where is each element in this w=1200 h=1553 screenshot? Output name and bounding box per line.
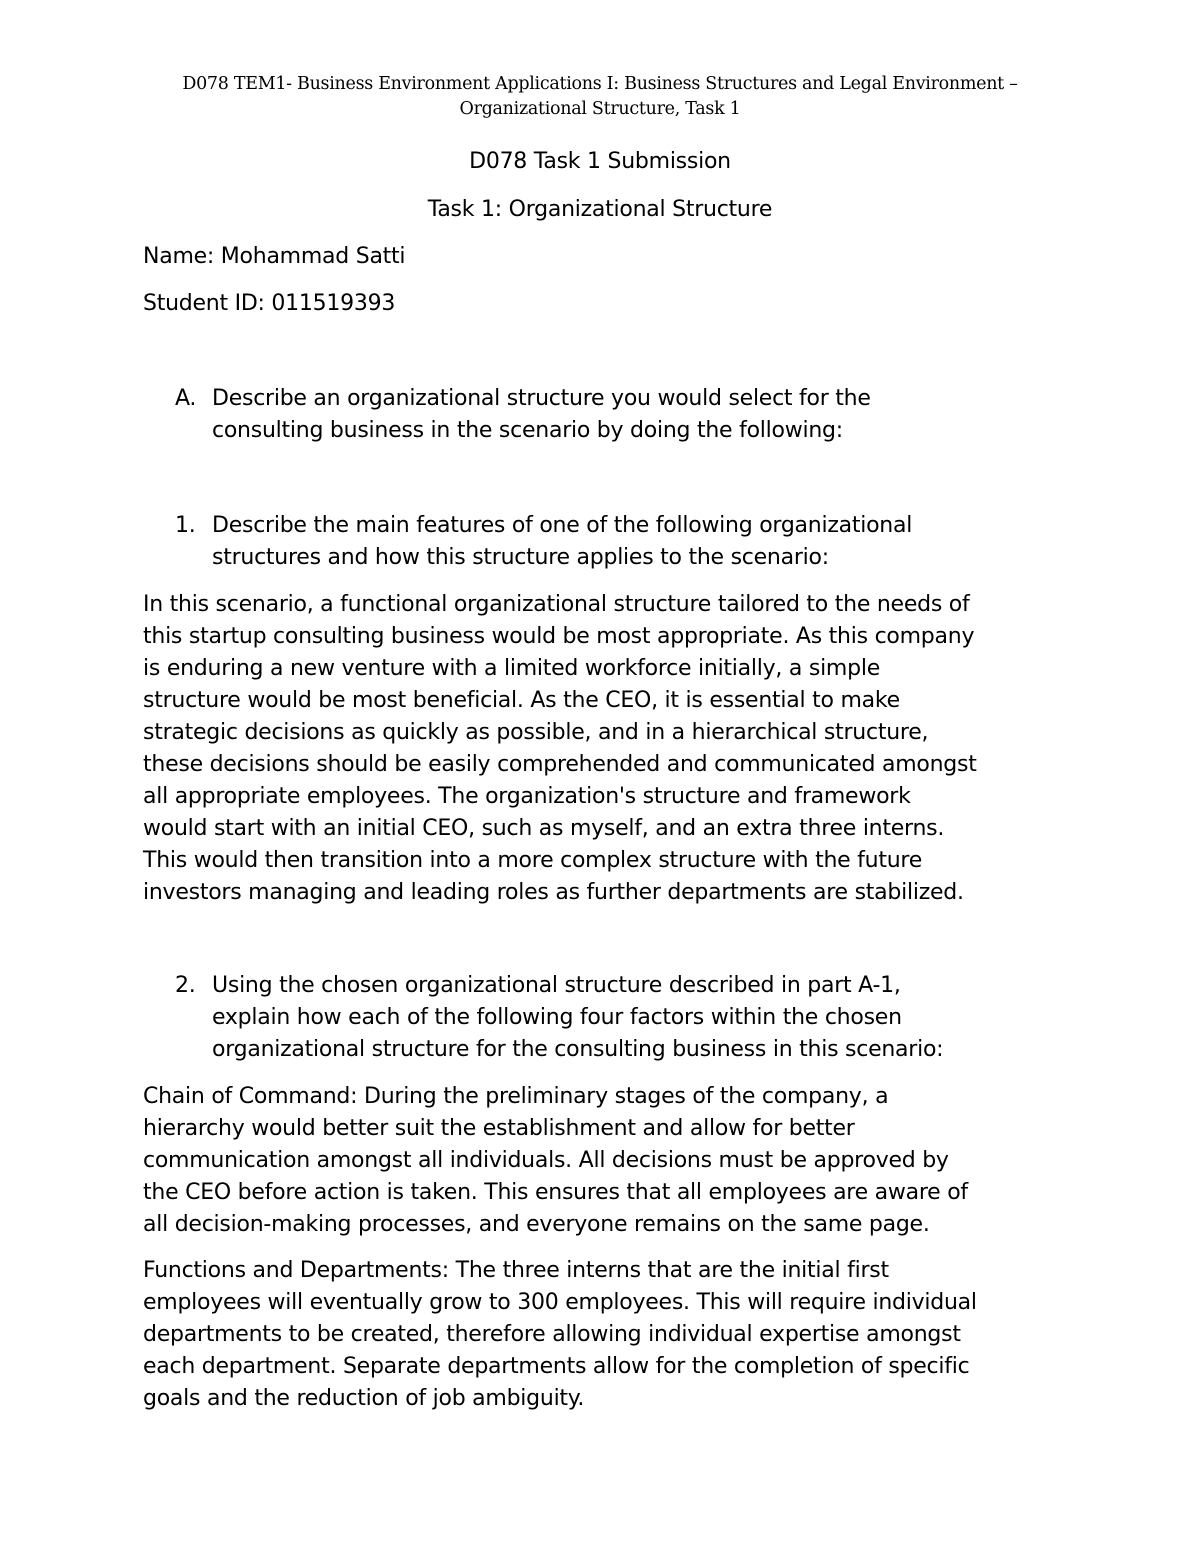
paragraph-line: departments to be created, therefore allowing individual expertise amongst: [143, 1322, 961, 1347]
item-1-line: structures and how this structure applies to the scenario:: [212, 545, 829, 570]
paragraph-line: strategic decisions as quickly as possible, and in a hierarchical structure,: [143, 720, 929, 745]
paragraph-line: Functions and Departments: The three interns that are the initial first: [143, 1258, 889, 1283]
submission-title: D078 Task 1 Submission: [469, 149, 731, 174]
student-name: Name: Mohammad Satti: [143, 244, 406, 269]
item-2-line: organizational structure for the consulting business in this scenario:: [212, 1037, 944, 1062]
item-2: [175, 970, 1075, 1066]
item-1-line: Describe the main features of one of the following organizational: [212, 513, 913, 538]
item-2-line: explain how each of the following four factors within the chosen: [212, 1005, 902, 1030]
item-2-line: Using the chosen organizational structure described in part A-1,: [212, 973, 901, 998]
chain-of-command-paragraph: [143, 1081, 1073, 1241]
item-1-marker: 1.: [175, 513, 196, 538]
item-2-text: [212, 970, 1075, 1066]
paragraph-line: this startup consulting business would be most appropriate. As this company: [143, 624, 975, 649]
paragraph-line: goals and the reduction of job ambiguity.: [143, 1386, 585, 1411]
paragraph-line: communication amongst all individuals. All decisions must be approved by: [143, 1148, 949, 1173]
header-line-2: Organizational Structure, Task 1: [459, 99, 741, 119]
paragraph-line: the CEO before action is taken. This ensures that all employees are aware of: [143, 1180, 968, 1205]
paragraph-line: Chain of Command: During the preliminary stages of the company, a: [143, 1084, 889, 1109]
paragraph-line: hierarchy would better suit the establishment and allow for better: [143, 1116, 855, 1141]
task-title: Task 1: Organizational Structure: [427, 197, 773, 222]
paragraph-line: This would then transition into a more complex structure with the future: [143, 848, 923, 873]
item-1: [175, 510, 1075, 574]
paragraph-line: employees will eventually grow to 300 employees. This will require individual: [143, 1290, 977, 1315]
section-a-line: Describe an organizational structure you would select for the: [212, 386, 871, 411]
paragraph-line: structure would be most beneficial. As the CEO, it is essential to make: [143, 688, 900, 713]
paragraph-line: would start with an initial CEO, such as myself, and an extra three interns.: [143, 816, 945, 841]
section-a: [175, 383, 1075, 447]
item-2-marker: 2.: [175, 973, 196, 998]
paragraph-line: is enduring a new venture with a limited workforce initially, a simple: [143, 656, 880, 681]
section-a-line: consulting business in the scenario by doing the following:: [212, 418, 843, 443]
paragraph-line: each department. Separate departments allow for the completion of specific: [143, 1354, 970, 1379]
document-header: [0, 72, 1200, 122]
section-a-marker: A.: [175, 386, 197, 411]
header-line-1: D078 TEM1- Business Environment Applications I: Business Structures and Legal Environment –: [182, 74, 1018, 94]
paragraph-line: all appropriate employees. The organization's structure and framework: [143, 784, 911, 809]
student-id: Student ID: 011519393: [143, 291, 396, 316]
paragraph-line: investors managing and leading roles as further departments are stabilized.: [143, 880, 964, 905]
paragraph-line: In this scenario, a functional organizational structure tailored to the needs of: [143, 592, 970, 617]
answer-1-paragraph: [143, 589, 1073, 909]
item-1-text: [212, 510, 1075, 574]
paragraph-line: all decision-making processes, and everyone remains on the same page.: [143, 1212, 930, 1237]
paragraph-line: these decisions should be easily comprehended and communicated amongst: [143, 752, 977, 777]
functions-departments-paragraph: [143, 1255, 1073, 1415]
section-a-text: [212, 383, 1075, 447]
